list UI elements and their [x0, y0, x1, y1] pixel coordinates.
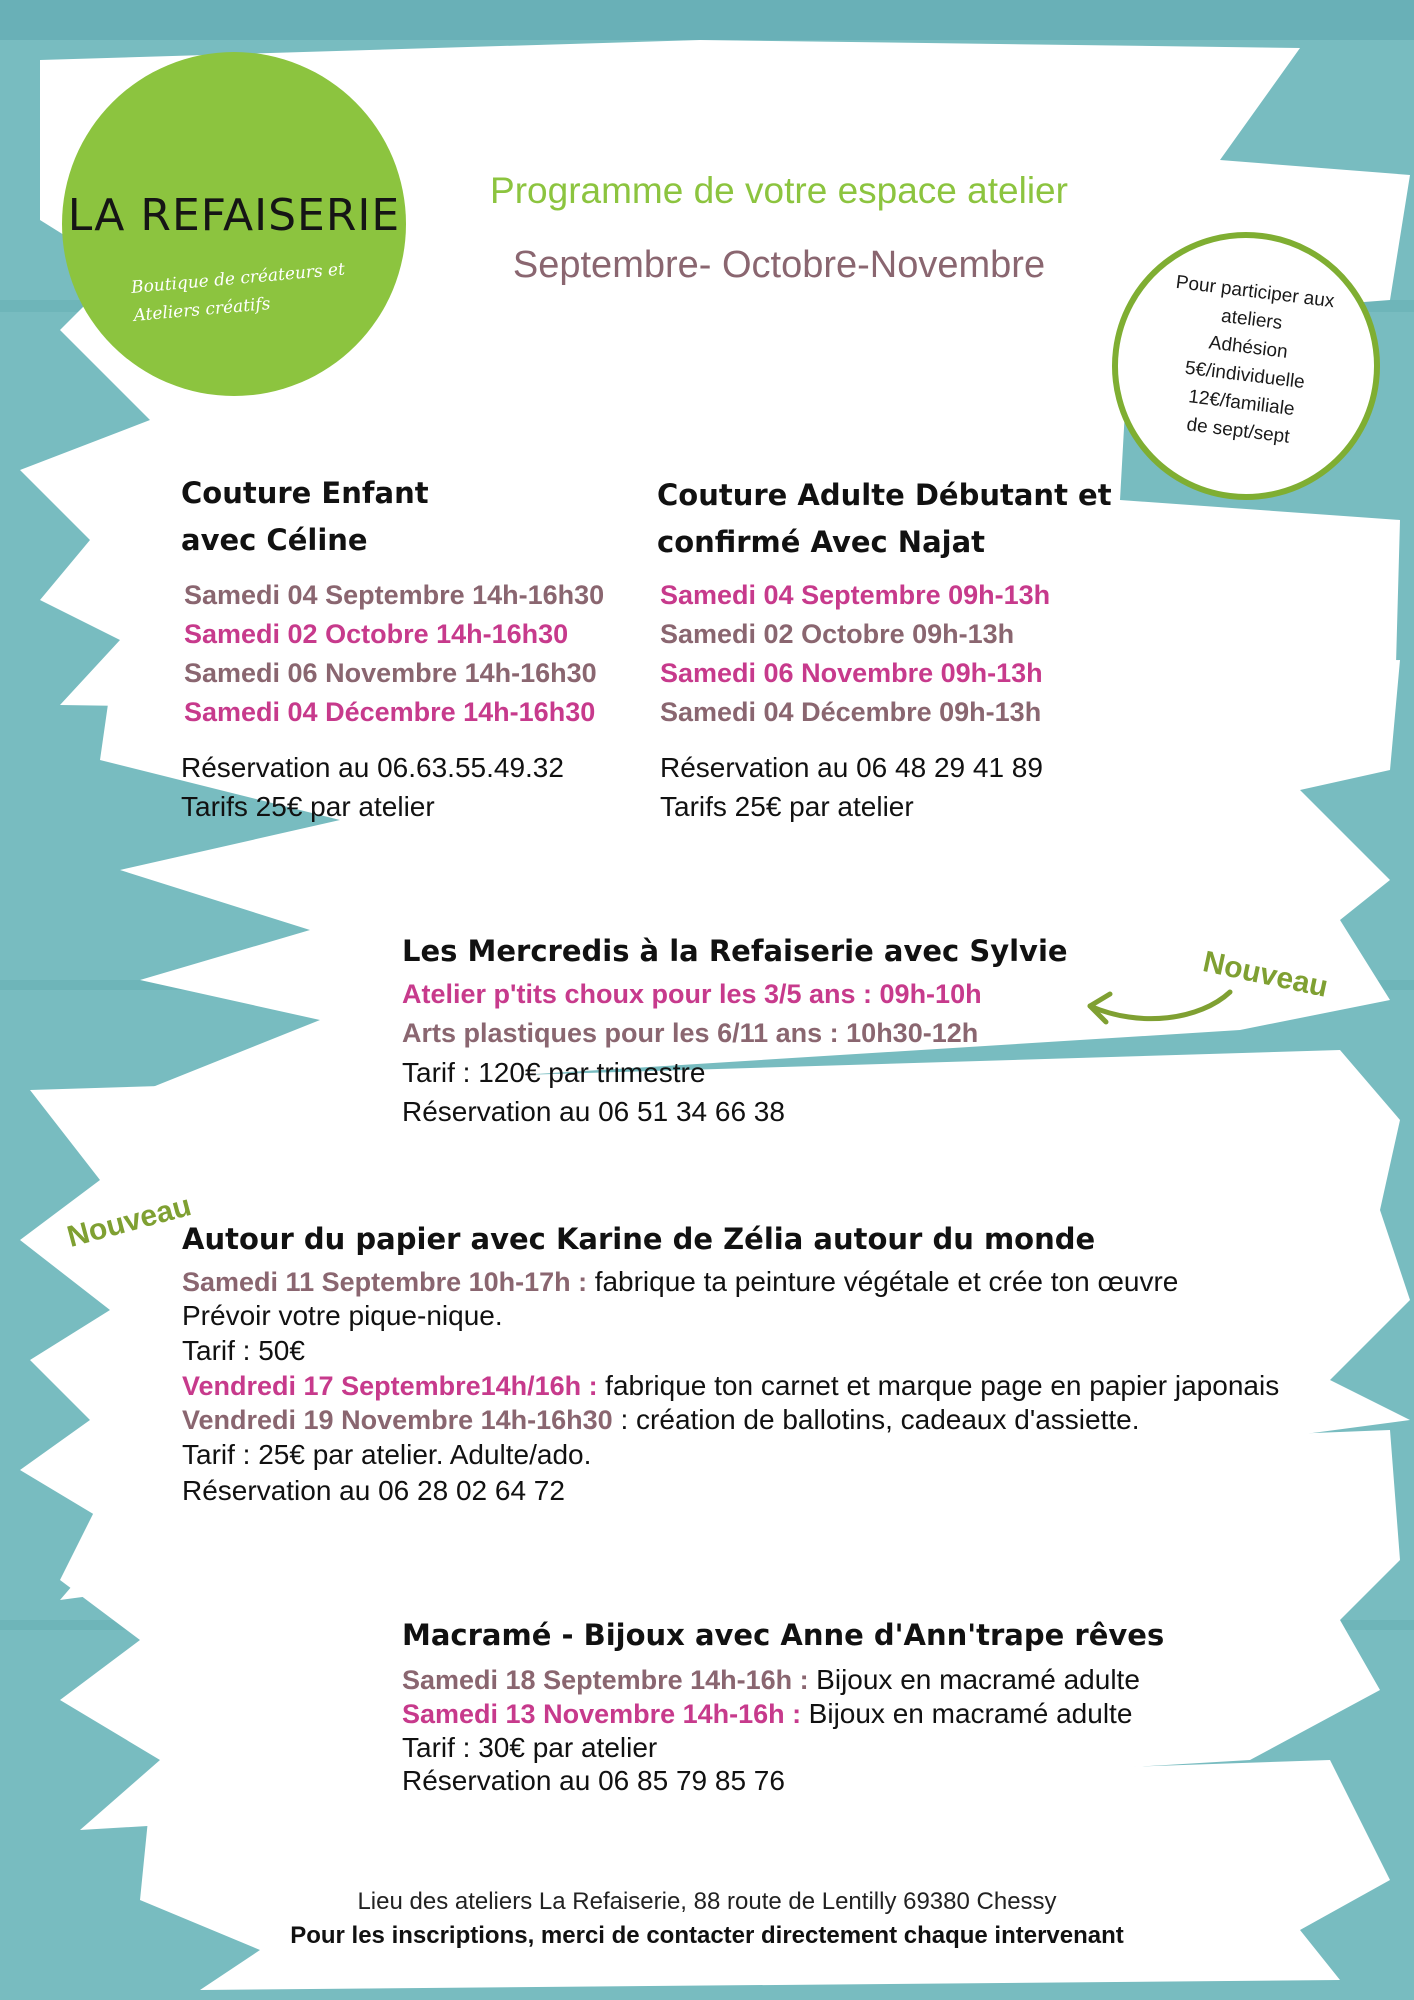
date-line: Samedi 06 Novembre 14h-16h30	[184, 658, 597, 688]
logo-name: LA REFAISERIE	[67, 190, 401, 241]
note-text: Prévoir votre pique-nique.	[182, 1300, 503, 1331]
activity-desc: fabrique ta peinture végétale et crée ton œuvre	[594, 1266, 1179, 1297]
membership-line: de sept/sept	[1185, 414, 1291, 448]
date-line: Samedi 04 Septembre 14h-16h30	[184, 580, 605, 610]
activity-desc: fabrique ton carnet et marque page en papier japonais	[605, 1370, 1280, 1401]
section-title: avec Céline	[181, 523, 368, 557]
activity-desc: Bijoux en macramé adulte	[808, 1698, 1133, 1729]
page-title: Programme de votre espace atelier	[490, 170, 1068, 211]
section-title: Autour du papier avec Karine de Zélia autour du monde	[182, 1222, 1096, 1256]
section-title: confirmé Avec Najat	[657, 525, 986, 559]
activity-line: Arts plastiques pour les 6/11 ans : 10h30-12h	[402, 1018, 979, 1048]
section-title: Couture Adulte Débutant et	[657, 478, 1112, 512]
date-line: Samedi 02 Octobre 09h-13h	[660, 619, 1015, 649]
date-line: Samedi 06 Novembre 09h-13h	[660, 658, 1043, 688]
activity-date: Samedi 11 Septembre 10h-17h :	[182, 1267, 595, 1297]
logo	[62, 52, 406, 396]
reservation-text: Réservation au 06 85 79 85 76	[402, 1765, 785, 1796]
logo-tagline: Boutique de créateurs et Ateliers créatifs	[130, 259, 346, 326]
section-title: Couture Enfant	[181, 476, 429, 510]
activity-line	[182, 1265, 1279, 1299]
reservation-text: Réservation au 06.63.55.49.32	[181, 752, 564, 783]
date-line: Samedi 04 Décembre 09h-13h	[660, 697, 1042, 727]
activity-date: Vendredi 17 Septembre14h/16h :	[182, 1371, 606, 1401]
membership-line: Adhésion	[1207, 332, 1289, 363]
nouveau-badge: Nouveau	[63, 1189, 195, 1254]
membership-line: 5€/individuelle	[1183, 357, 1306, 394]
section-couture-adulte	[657, 472, 1112, 826]
page-subtitle: Septembre- Octobre-Novembre	[512, 244, 1046, 286]
section-papier	[182, 1216, 1279, 1509]
activity-line	[402, 1663, 1164, 1697]
footer-address: Lieu des ateliers La Refaiserie, 88 route de Lentilly 69380 Chessy	[357, 1888, 1057, 1915]
membership-line: 12€/familiale	[1187, 386, 1296, 421]
section-mercredis	[402, 928, 1068, 1131]
tarif-text: Tarifs 25€ par atelier	[181, 791, 435, 822]
activity-line	[182, 1369, 1279, 1403]
nouveau-badge: Nouveau	[1200, 945, 1331, 1004]
reservation-text: Réservation au 06 48 29 41 89	[660, 752, 1043, 783]
section-title: Macramé - Bijoux avec Anne d'Ann'trape rêves	[402, 1618, 1165, 1652]
section-macrame	[402, 1612, 1164, 1797]
arrow-icon	[1080, 980, 1240, 1040]
activity-date: Samedi 18 Septembre 14h-16h :	[402, 1665, 817, 1695]
membership-text	[1129, 265, 1364, 458]
date-line: Samedi 04 Septembre 09h-13h	[660, 580, 1051, 610]
membership-line: Pour participer aux	[1174, 271, 1336, 313]
activity-line: Atelier p'tits choux pour les 3/5 ans : 09h-10h	[402, 979, 982, 1009]
tarif-text: Tarif : 30€ par atelier	[402, 1732, 658, 1763]
activity-desc: Bijoux en macramé adulte	[816, 1664, 1140, 1695]
activity-line	[182, 1403, 1279, 1437]
tarif-text: Tarif : 25€ par atelier. Adulte/ado.	[182, 1439, 592, 1470]
activity-line	[402, 1697, 1164, 1731]
reservation-text: Réservation au 06 51 34 66 38	[402, 1096, 785, 1127]
reservation-text: Réservation au 06 28 02 64 72	[182, 1475, 565, 1506]
date-line: Samedi 04 Décembre 14h-16h30	[184, 697, 596, 727]
activity-date: Samedi 13 Novembre 14h-16h :	[402, 1699, 809, 1729]
tarif-text: Tarifs 25€ par atelier	[660, 791, 914, 822]
tarif-text: Tarif : 120€ par trimestre	[402, 1057, 706, 1088]
membership-line: ateliers	[1219, 305, 1284, 335]
activity-desc: : création de ballotins, cadeaux d'assiette.	[612, 1404, 1140, 1435]
date-line: Samedi 02 Octobre 14h-16h30	[184, 619, 569, 649]
section-title: Les Mercredis à la Refaiserie avec Sylvie	[402, 934, 1068, 968]
footer-note: Pour les inscriptions, merci de contacter directement chaque intervenant	[290, 1922, 1124, 1949]
activity-date: Vendredi 19 Novembre 14h-16h30	[182, 1405, 613, 1435]
tarif-text: Tarif : 50€	[182, 1335, 305, 1366]
section-couture-enfant	[181, 470, 604, 826]
